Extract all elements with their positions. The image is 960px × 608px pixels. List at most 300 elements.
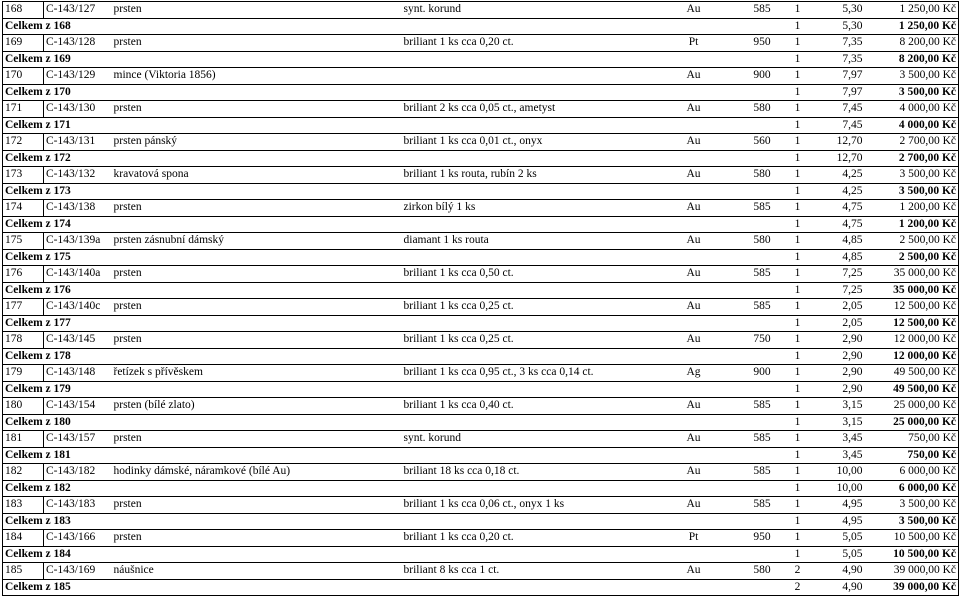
total-price-cell: 2 500,00 Kč <box>865 249 959 266</box>
total-quantity-cell: 1 <box>790 18 806 35</box>
item-price-cell: 3 500,00 Kč <box>865 497 959 514</box>
total-empty-cell <box>653 117 735 134</box>
total-empty-cell <box>653 216 735 233</box>
total-empty-cell <box>653 282 735 299</box>
total-weight-cell: 2,90 <box>806 381 865 398</box>
total-weight-cell: 2,90 <box>806 348 865 365</box>
total-empty-cell <box>112 480 402 497</box>
total-price-cell: 1 250,00 Kč <box>865 18 959 35</box>
total-empty-cell <box>735 51 790 68</box>
item-row <box>3 365 959 382</box>
total-quantity-cell: 1 <box>790 249 806 266</box>
item-metal-cell: Au <box>653 167 735 184</box>
total-empty-cell <box>653 18 735 35</box>
item-row <box>3 563 959 580</box>
item-row <box>3 35 959 52</box>
item-name-cell: prsten (bílé zlato) <box>112 398 402 415</box>
total-label-cell: Celkem z 177 <box>3 315 112 332</box>
item-number-cell: 179 <box>3 365 44 382</box>
total-empty-cell <box>112 546 402 563</box>
total-price-cell: 39 000,00 Kč <box>865 579 959 596</box>
total-price-cell: 4 000,00 Kč <box>865 117 959 134</box>
total-empty-cell <box>735 282 790 299</box>
total-empty-cell <box>402 51 653 68</box>
total-row <box>3 579 959 596</box>
item-fineness-cell: 585 <box>735 431 790 448</box>
item-price-cell: 12 000,00 Kč <box>865 332 959 349</box>
item-stone-cell: briliant 1 ks cca 0,40 ct. <box>402 398 653 415</box>
item-metal-cell: Au <box>653 464 735 481</box>
item-weight-cell: 4,90 <box>806 563 865 580</box>
total-weight-cell: 4,85 <box>806 249 865 266</box>
item-weight-cell: 3,45 <box>806 431 865 448</box>
total-price-cell: 3 500,00 Kč <box>865 183 959 200</box>
total-row <box>3 381 959 398</box>
total-weight-cell: 7,97 <box>806 84 865 101</box>
item-fineness-cell: 900 <box>735 365 790 382</box>
total-quantity-cell: 2 <box>790 579 806 596</box>
total-label-cell: Celkem z 181 <box>3 447 112 464</box>
total-row <box>3 282 959 299</box>
total-weight-cell: 5,05 <box>806 546 865 563</box>
item-row <box>3 464 959 481</box>
item-quantity-cell: 1 <box>790 101 806 118</box>
item-number-cell: 175 <box>3 233 44 250</box>
total-empty-cell <box>653 414 735 431</box>
item-quantity-cell: 1 <box>790 299 806 316</box>
item-code-cell: C-143/145 <box>44 332 112 349</box>
total-quantity-cell: 1 <box>790 51 806 68</box>
item-row <box>3 101 959 118</box>
total-weight-cell: 4,25 <box>806 183 865 200</box>
item-price-cell: 3 500,00 Kč <box>865 68 959 85</box>
total-label-cell: Celkem z 183 <box>3 513 112 530</box>
total-price-cell: 49 500,00 Kč <box>865 381 959 398</box>
item-fineness-cell: 580 <box>735 233 790 250</box>
total-empty-cell <box>653 513 735 530</box>
item-stone-cell: synt. korund <box>402 2 653 19</box>
item-quantity-cell: 1 <box>790 2 806 19</box>
item-metal-cell: Au <box>653 233 735 250</box>
item-fineness-cell: 900 <box>735 68 790 85</box>
item-fineness-cell: 750 <box>735 332 790 349</box>
item-name-cell: prsten <box>112 299 402 316</box>
total-label-cell: Celkem z 185 <box>3 579 112 596</box>
total-price-cell: 6 000,00 Kč <box>865 480 959 497</box>
item-metal-cell: Au <box>653 563 735 580</box>
item-metal-cell: Pt <box>653 530 735 547</box>
total-empty-cell <box>402 150 653 167</box>
item-price-cell: 12 500,00 Kč <box>865 299 959 316</box>
total-price-cell: 750,00 Kč <box>865 447 959 464</box>
total-empty-cell <box>653 249 735 266</box>
total-empty-cell <box>112 513 402 530</box>
item-name-cell: kravatová spona <box>112 167 402 184</box>
item-price-cell: 3 500,00 Kč <box>865 167 959 184</box>
item-metal-cell: Au <box>653 101 735 118</box>
total-empty-cell <box>653 183 735 200</box>
total-empty-cell <box>402 381 653 398</box>
item-weight-cell: 5,05 <box>806 530 865 547</box>
item-number-cell: 185 <box>3 563 44 580</box>
total-row <box>3 183 959 200</box>
total-row <box>3 546 959 563</box>
item-stone-cell: diamant 1 ks routa <box>402 233 653 250</box>
item-quantity-cell: 1 <box>790 398 806 415</box>
item-fineness-cell: 580 <box>735 563 790 580</box>
item-weight-cell: 2,90 <box>806 332 865 349</box>
item-quantity-cell: 1 <box>790 497 806 514</box>
item-code-cell: C-143/182 <box>44 464 112 481</box>
item-row <box>3 200 959 217</box>
item-fineness-cell: 585 <box>735 266 790 283</box>
total-empty-cell <box>735 480 790 497</box>
item-number-cell: 169 <box>3 35 44 52</box>
item-number-cell: 172 <box>3 134 44 151</box>
total-empty-cell <box>402 84 653 101</box>
total-quantity-cell: 1 <box>790 183 806 200</box>
total-row <box>3 249 959 266</box>
item-stone-cell: briliant 1 ks cca 0,95 ct., 3 ks cca 0,14 ct. <box>402 365 653 382</box>
total-empty-cell <box>112 414 402 431</box>
item-metal-cell: Au <box>653 266 735 283</box>
total-row <box>3 513 959 530</box>
item-quantity-cell: 1 <box>790 167 806 184</box>
item-fineness-cell: 950 <box>735 35 790 52</box>
total-weight-cell: 3,15 <box>806 414 865 431</box>
total-label-cell: Celkem z 169 <box>3 51 112 68</box>
item-weight-cell: 7,25 <box>806 266 865 283</box>
total-empty-cell <box>735 348 790 365</box>
item-metal-cell: Au <box>653 2 735 19</box>
item-fineness-cell: 585 <box>735 200 790 217</box>
total-row <box>3 447 959 464</box>
item-metal-cell: Au <box>653 200 735 217</box>
total-empty-cell <box>402 315 653 332</box>
total-label-cell: Celkem z 171 <box>3 117 112 134</box>
item-stone-cell: briliant 1 ks cca 0,06 ct., onyx 1 ks <box>402 497 653 514</box>
item-code-cell: C-143/148 <box>44 365 112 382</box>
item-name-cell: prsten <box>112 431 402 448</box>
item-fineness-cell: 585 <box>735 497 790 514</box>
total-label-cell: Celkem z 176 <box>3 282 112 299</box>
item-code-cell: C-143/138 <box>44 200 112 217</box>
item-row <box>3 167 959 184</box>
item-stone-cell: briliant 1 ks cca 0,50 ct. <box>402 266 653 283</box>
total-quantity-cell: 1 <box>790 282 806 299</box>
total-empty-cell <box>402 480 653 497</box>
item-quantity-cell: 1 <box>790 464 806 481</box>
total-row <box>3 348 959 365</box>
total-quantity-cell: 1 <box>790 315 806 332</box>
item-weight-cell: 2,90 <box>806 365 865 382</box>
item-code-cell: C-143/127 <box>44 2 112 19</box>
total-weight-cell: 4,90 <box>806 579 865 596</box>
item-code-cell: C-143/132 <box>44 167 112 184</box>
total-empty-cell <box>653 480 735 497</box>
item-stone-cell: briliant 18 ks cca 0,18 ct. <box>402 464 653 481</box>
item-weight-cell: 4,25 <box>806 167 865 184</box>
item-row <box>3 266 959 283</box>
total-empty-cell <box>402 183 653 200</box>
total-empty-cell <box>112 447 402 464</box>
total-label-cell: Celkem z 180 <box>3 414 112 431</box>
total-label-cell: Celkem z 179 <box>3 381 112 398</box>
total-empty-cell <box>402 348 653 365</box>
total-price-cell: 25 000,00 Kč <box>865 414 959 431</box>
item-name-cell: hodinky dámské, náramkové (bílé Au) <box>112 464 402 481</box>
item-quantity-cell: 1 <box>790 68 806 85</box>
item-price-cell: 4 000,00 Kč <box>865 101 959 118</box>
total-empty-cell <box>112 150 402 167</box>
item-metal-cell: Au <box>653 497 735 514</box>
total-quantity-cell: 1 <box>790 348 806 365</box>
total-quantity-cell: 1 <box>790 513 806 530</box>
item-row <box>3 134 959 151</box>
total-row <box>3 150 959 167</box>
total-label-cell: Celkem z 168 <box>3 18 112 35</box>
total-empty-cell <box>735 447 790 464</box>
item-number-cell: 170 <box>3 68 44 85</box>
total-empty-cell <box>653 150 735 167</box>
total-empty-cell <box>735 579 790 596</box>
item-number-cell: 178 <box>3 332 44 349</box>
item-weight-cell: 7,45 <box>806 101 865 118</box>
item-price-cell: 750,00 Kč <box>865 431 959 448</box>
total-empty-cell <box>402 216 653 233</box>
item-name-cell: prsten <box>112 200 402 217</box>
total-row <box>3 117 959 134</box>
item-quantity-cell: 1 <box>790 365 806 382</box>
item-name-cell: prsten <box>112 266 402 283</box>
item-fineness-cell: 585 <box>735 398 790 415</box>
item-weight-cell: 7,97 <box>806 68 865 85</box>
item-stone-cell: briliant 2 ks cca 0,05 ct., ametyst <box>402 101 653 118</box>
item-stone-cell: briliant 1 ks routa, rubín 2 ks <box>402 167 653 184</box>
total-empty-cell <box>402 282 653 299</box>
item-metal-cell: Au <box>653 299 735 316</box>
total-price-cell: 2 700,00 Kč <box>865 150 959 167</box>
item-number-cell: 183 <box>3 497 44 514</box>
total-empty-cell <box>653 348 735 365</box>
item-code-cell: C-143/166 <box>44 530 112 547</box>
item-number-cell: 177 <box>3 299 44 316</box>
item-name-cell: prsten <box>112 497 402 514</box>
total-label-cell: Celkem z 172 <box>3 150 112 167</box>
item-quantity-cell: 1 <box>790 266 806 283</box>
item-name-cell: náušnice <box>112 563 402 580</box>
item-fineness-cell: 585 <box>735 2 790 19</box>
item-metal-cell: Au <box>653 332 735 349</box>
item-name-cell: prsten <box>112 101 402 118</box>
item-row <box>3 398 959 415</box>
total-empty-cell <box>112 51 402 68</box>
total-price-cell: 3 500,00 Kč <box>865 513 959 530</box>
item-fineness-cell: 560 <box>735 134 790 151</box>
total-label-cell: Celkem z 184 <box>3 546 112 563</box>
total-empty-cell <box>653 51 735 68</box>
item-row <box>3 332 959 349</box>
item-metal-cell: Pt <box>653 35 735 52</box>
item-name-cell: prsten <box>112 35 402 52</box>
total-row <box>3 216 959 233</box>
total-empty-cell <box>402 447 653 464</box>
total-row <box>3 51 959 68</box>
total-empty-cell <box>735 117 790 134</box>
item-name-cell: řetízek s přívěskem <box>112 365 402 382</box>
item-code-cell: C-143/139a <box>44 233 112 250</box>
total-price-cell: 12 000,00 Kč <box>865 348 959 365</box>
item-name-cell: prsten <box>112 332 402 349</box>
total-empty-cell <box>653 447 735 464</box>
item-weight-cell: 4,95 <box>806 497 865 514</box>
total-weight-cell: 5,30 <box>806 18 865 35</box>
total-empty-cell <box>112 381 402 398</box>
item-price-cell: 39 000,00 Kč <box>865 563 959 580</box>
item-price-cell: 35 000,00 Kč <box>865 266 959 283</box>
total-empty-cell <box>735 546 790 563</box>
item-code-cell: C-143/140c <box>44 299 112 316</box>
item-number-cell: 173 <box>3 167 44 184</box>
item-quantity-cell: 1 <box>790 35 806 52</box>
item-stone-cell: briliant 1 ks cca 0,20 ct. <box>402 530 653 547</box>
item-metal-cell: Ag <box>653 365 735 382</box>
total-empty-cell <box>112 282 402 299</box>
total-label-cell: Celkem z 182 <box>3 480 112 497</box>
total-label-cell: Celkem z 175 <box>3 249 112 266</box>
total-quantity-cell: 1 <box>790 216 806 233</box>
item-number-cell: 176 <box>3 266 44 283</box>
item-quantity-cell: 1 <box>790 530 806 547</box>
item-price-cell: 25 000,00 Kč <box>865 398 959 415</box>
total-empty-cell <box>653 381 735 398</box>
total-row <box>3 480 959 497</box>
total-row <box>3 414 959 431</box>
total-quantity-cell: 1 <box>790 546 806 563</box>
item-weight-cell: 5,30 <box>806 2 865 19</box>
item-metal-cell: Au <box>653 398 735 415</box>
item-code-cell: C-143/154 <box>44 398 112 415</box>
item-name-cell: mince (Viktoria 1856) <box>112 68 402 85</box>
total-weight-cell: 4,75 <box>806 216 865 233</box>
total-empty-cell <box>402 18 653 35</box>
item-code-cell: C-143/169 <box>44 563 112 580</box>
total-empty-cell <box>735 315 790 332</box>
item-price-cell: 2 700,00 Kč <box>865 134 959 151</box>
item-weight-cell: 10,00 <box>806 464 865 481</box>
total-empty-cell <box>112 18 402 35</box>
item-quantity-cell: 2 <box>790 563 806 580</box>
item-row <box>3 68 959 85</box>
item-code-cell: C-143/183 <box>44 497 112 514</box>
item-name-cell: prsten zásnubní dámský <box>112 233 402 250</box>
item-fineness-cell: 580 <box>735 167 790 184</box>
total-empty-cell <box>402 546 653 563</box>
total-quantity-cell: 1 <box>790 150 806 167</box>
item-stone-cell: briliant 1 ks cca 0,25 ct. <box>402 332 653 349</box>
item-number-cell: 180 <box>3 398 44 415</box>
item-code-cell: C-143/128 <box>44 35 112 52</box>
total-price-cell: 3 500,00 Kč <box>865 84 959 101</box>
item-name-cell: prsten <box>112 2 402 19</box>
total-weight-cell: 7,25 <box>806 282 865 299</box>
total-price-cell: 8 200,00 Kč <box>865 51 959 68</box>
item-stone-cell: zirkon bílý 1 ks <box>402 200 653 217</box>
item-quantity-cell: 1 <box>790 233 806 250</box>
item-stone-cell: briliant 8 ks cca 1 ct. <box>402 563 653 580</box>
total-quantity-cell: 1 <box>790 414 806 431</box>
total-quantity-cell: 1 <box>790 117 806 134</box>
total-quantity-cell: 1 <box>790 381 806 398</box>
item-metal-cell: Au <box>653 134 735 151</box>
item-price-cell: 1 200,00 Kč <box>865 200 959 217</box>
item-price-cell: 1 250,00 Kč <box>865 2 959 19</box>
total-row <box>3 18 959 35</box>
item-row <box>3 233 959 250</box>
item-stone-cell: synt. korund <box>402 431 653 448</box>
total-weight-cell: 7,35 <box>806 51 865 68</box>
total-empty-cell <box>112 579 402 596</box>
total-empty-cell <box>653 546 735 563</box>
total-price-cell: 1 200,00 Kč <box>865 216 959 233</box>
item-weight-cell: 7,35 <box>806 35 865 52</box>
item-number-cell: 174 <box>3 200 44 217</box>
total-label-cell: Celkem z 174 <box>3 216 112 233</box>
total-empty-cell <box>112 315 402 332</box>
total-empty-cell <box>735 216 790 233</box>
item-weight-cell: 4,75 <box>806 200 865 217</box>
total-quantity-cell: 1 <box>790 480 806 497</box>
item-name-cell: prsten pánský <box>112 134 402 151</box>
item-row <box>3 530 959 547</box>
total-quantity-cell: 1 <box>790 84 806 101</box>
item-metal-cell: Au <box>653 431 735 448</box>
total-empty-cell <box>735 513 790 530</box>
total-label-cell: Celkem z 173 <box>3 183 112 200</box>
item-price-cell: 49 500,00 Kč <box>865 365 959 382</box>
total-empty-cell <box>402 579 653 596</box>
jewelry-inventory-table <box>2 1 959 596</box>
total-weight-cell: 10,00 <box>806 480 865 497</box>
total-weight-cell: 3,45 <box>806 447 865 464</box>
total-empty-cell <box>735 414 790 431</box>
total-empty-cell <box>112 84 402 101</box>
item-quantity-cell: 1 <box>790 431 806 448</box>
total-empty-cell <box>735 249 790 266</box>
total-empty-cell <box>112 216 402 233</box>
item-weight-cell: 4,85 <box>806 233 865 250</box>
item-number-cell: 182 <box>3 464 44 481</box>
item-fineness-cell: 585 <box>735 464 790 481</box>
item-number-cell: 168 <box>3 2 44 19</box>
total-price-cell: 35 000,00 Kč <box>865 282 959 299</box>
item-stone-cell: briliant 1 ks cca 0,01 ct., onyx <box>402 134 653 151</box>
total-empty-cell <box>735 381 790 398</box>
item-fineness-cell: 950 <box>735 530 790 547</box>
total-weight-cell: 4,95 <box>806 513 865 530</box>
item-number-cell: 181 <box>3 431 44 448</box>
total-row <box>3 315 959 332</box>
item-row <box>3 431 959 448</box>
item-number-cell: 184 <box>3 530 44 547</box>
total-empty-cell <box>735 183 790 200</box>
item-stone-cell: briliant 1 ks cca 0,25 ct. <box>402 299 653 316</box>
total-empty-cell <box>112 348 402 365</box>
item-quantity-cell: 1 <box>790 134 806 151</box>
total-weight-cell: 12,70 <box>806 150 865 167</box>
item-stone-cell <box>402 68 653 85</box>
total-empty-cell <box>402 249 653 266</box>
